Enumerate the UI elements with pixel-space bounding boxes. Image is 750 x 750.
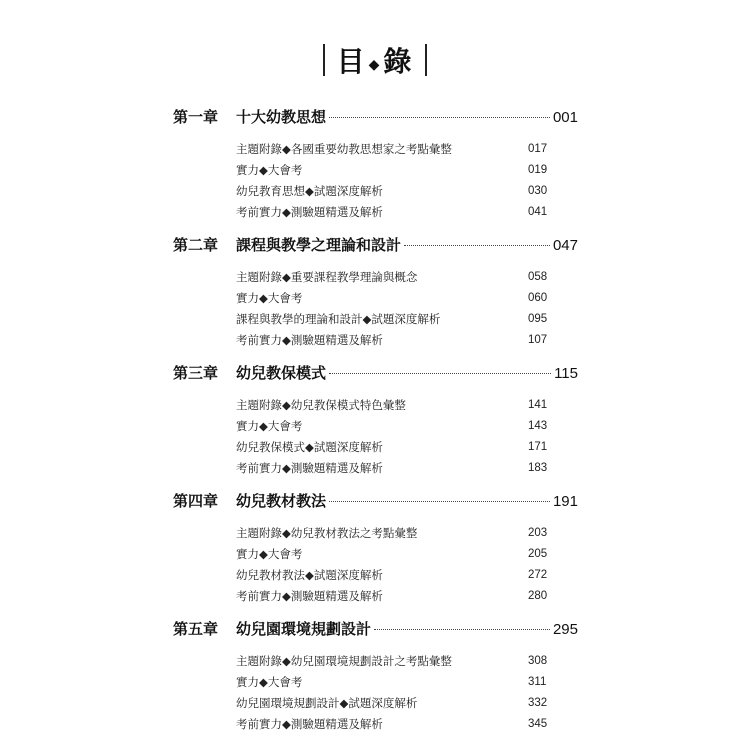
title-right-char: 錄	[383, 45, 414, 78]
subsection-entry[interactable]	[236, 415, 578, 436]
chapter-entry[interactable]	[173, 618, 578, 646]
subsection-list	[236, 138, 578, 222]
chapter-number: 第四章	[173, 492, 219, 510]
subsection-page-number: 308	[528, 654, 548, 667]
subsection-label: 考前實力◆測驗題精選及解析	[236, 204, 383, 219]
title-left-bar	[323, 44, 325, 76]
chapter-page-number: 115	[554, 365, 578, 382]
subsection-page-number: 272	[528, 568, 548, 581]
subsection-page-number: 107	[528, 333, 548, 346]
chapter-page-number: 047	[552, 237, 578, 254]
subsection-page-number: 280	[528, 589, 548, 602]
chapter-section	[173, 234, 578, 350]
chapter-title: 幼兒教保模式	[236, 364, 327, 382]
chapter-entry[interactable]	[173, 362, 578, 390]
chapter-section	[173, 618, 578, 734]
page-title	[0, 40, 750, 80]
subsection-label: 主題附錄◆幼兒教保模式特色彙整	[236, 397, 406, 412]
subsection-page-number: 345	[528, 717, 548, 730]
subsection-page-number: 041	[528, 205, 548, 218]
subsection-label: 考前實力◆測驗題精選及解析	[236, 716, 383, 731]
subsection-entry[interactable]	[236, 201, 578, 222]
chapter-section	[173, 490, 578, 606]
subsection-list	[236, 394, 578, 478]
title-left-char: 目	[336, 45, 367, 78]
subsection-entry[interactable]	[236, 394, 578, 415]
subsection-page-number: 205	[528, 547, 548, 560]
subsection-label: 考前實力◆測驗題精選及解析	[236, 460, 383, 475]
chapter-entry[interactable]	[173, 234, 578, 262]
chapter-number: 第一章	[173, 108, 219, 126]
subsection-page-number: 183	[528, 461, 548, 474]
subsection-entry[interactable]	[236, 308, 578, 329]
subsection-entry[interactable]	[236, 543, 578, 564]
dot-leader	[374, 629, 550, 630]
subsection-entry[interactable]	[236, 329, 578, 350]
title-diamond: ◆	[368, 57, 382, 73]
subsection-label: 實力◆大會考	[236, 546, 303, 561]
subsection-entry[interactable]	[236, 138, 578, 159]
subsection-label: 幼兒園環境規劃設計◆試題深度解析	[236, 695, 418, 710]
subsection-entry[interactable]	[236, 457, 578, 478]
subsection-list	[236, 650, 578, 734]
chapter-title: 十大幼教思想	[236, 108, 327, 126]
subsection-label: 實力◆大會考	[236, 674, 303, 689]
subsection-page-number: 311	[528, 675, 547, 688]
subsection-list	[236, 522, 578, 606]
dot-leader	[329, 117, 550, 118]
subsection-list	[236, 266, 578, 350]
chapter-number: 第二章	[173, 236, 219, 254]
subsection-entry[interactable]	[236, 159, 578, 180]
chapter-entry[interactable]	[173, 490, 578, 518]
dot-leader	[329, 501, 550, 502]
subsection-entry[interactable]	[236, 180, 578, 201]
subsection-entry[interactable]	[236, 564, 578, 585]
subsection-page-number: 095	[528, 312, 548, 325]
subsection-page-number: 203	[528, 526, 548, 539]
subsection-page-number: 143	[528, 419, 548, 432]
subsection-label: 課程與教學的理論和設計◆試題深度解析	[236, 311, 441, 326]
subsection-label: 實力◆大會考	[236, 162, 303, 177]
chapter-page-number: 191	[552, 493, 578, 510]
subsection-entry[interactable]	[236, 436, 578, 457]
chapter-title: 課程與教學之理論和設計	[236, 236, 402, 254]
subsection-entry[interactable]	[236, 671, 578, 692]
subsection-page-number: 171	[528, 440, 548, 453]
subsection-entry[interactable]	[236, 585, 578, 606]
chapter-title: 幼兒園環境規劃設計	[236, 620, 372, 638]
subsection-label: 主題附錄◆幼兒教材教法之考點彙整	[236, 525, 418, 540]
subsection-label: 主題附錄◆幼兒園環境規劃設計之考點彙整	[236, 653, 452, 668]
title-right-bar	[425, 44, 427, 76]
subsection-label: 幼兒教保模式◆試題深度解析	[236, 439, 383, 454]
chapter-number: 第五章	[173, 620, 219, 638]
subsection-entry[interactable]	[236, 650, 578, 671]
subsection-page-number: 060	[528, 291, 548, 304]
dot-leader	[329, 373, 551, 374]
subsection-entry[interactable]	[236, 692, 578, 713]
chapter-number: 第三章	[173, 364, 219, 382]
chapter-page-number: 001	[552, 109, 578, 126]
subsection-entry[interactable]	[236, 713, 578, 734]
chapter-section	[173, 362, 578, 478]
subsection-label: 考前實力◆測驗題精選及解析	[236, 332, 383, 347]
subsection-page-number: 058	[528, 270, 548, 283]
subsection-page-number: 030	[528, 184, 548, 197]
subsection-entry[interactable]	[236, 522, 578, 543]
subsection-label: 考前實力◆測驗題精選及解析	[236, 588, 383, 603]
subsection-label: 主題附錄◆重要課程教學理論與概念	[236, 269, 418, 284]
subsection-page-number: 019	[528, 163, 548, 176]
chapter-entry[interactable]	[173, 106, 578, 134]
subsection-label: 幼兒教材教法◆試題深度解析	[236, 567, 383, 582]
subsection-entry[interactable]	[236, 287, 578, 308]
chapter-page-number: 295	[552, 621, 578, 638]
subsection-page-number: 017	[528, 142, 548, 155]
subsection-page-number: 332	[528, 696, 548, 709]
subsection-label: 主題附錄◆各國重要幼教思想家之考點彙整	[236, 141, 452, 156]
subsection-label: 幼兒教育思想◆試題深度解析	[236, 183, 383, 198]
dot-leader	[404, 245, 550, 246]
subsection-page-number: 141	[528, 398, 548, 411]
title-text	[337, 40, 414, 80]
subsection-label: 實力◆大會考	[236, 418, 303, 433]
chapter-section	[173, 106, 578, 222]
chapter-title: 幼兒教材教法	[236, 492, 327, 510]
subsection-label: 實力◆大會考	[236, 290, 303, 305]
table-of-contents	[173, 106, 578, 746]
subsection-entry[interactable]	[236, 266, 578, 287]
